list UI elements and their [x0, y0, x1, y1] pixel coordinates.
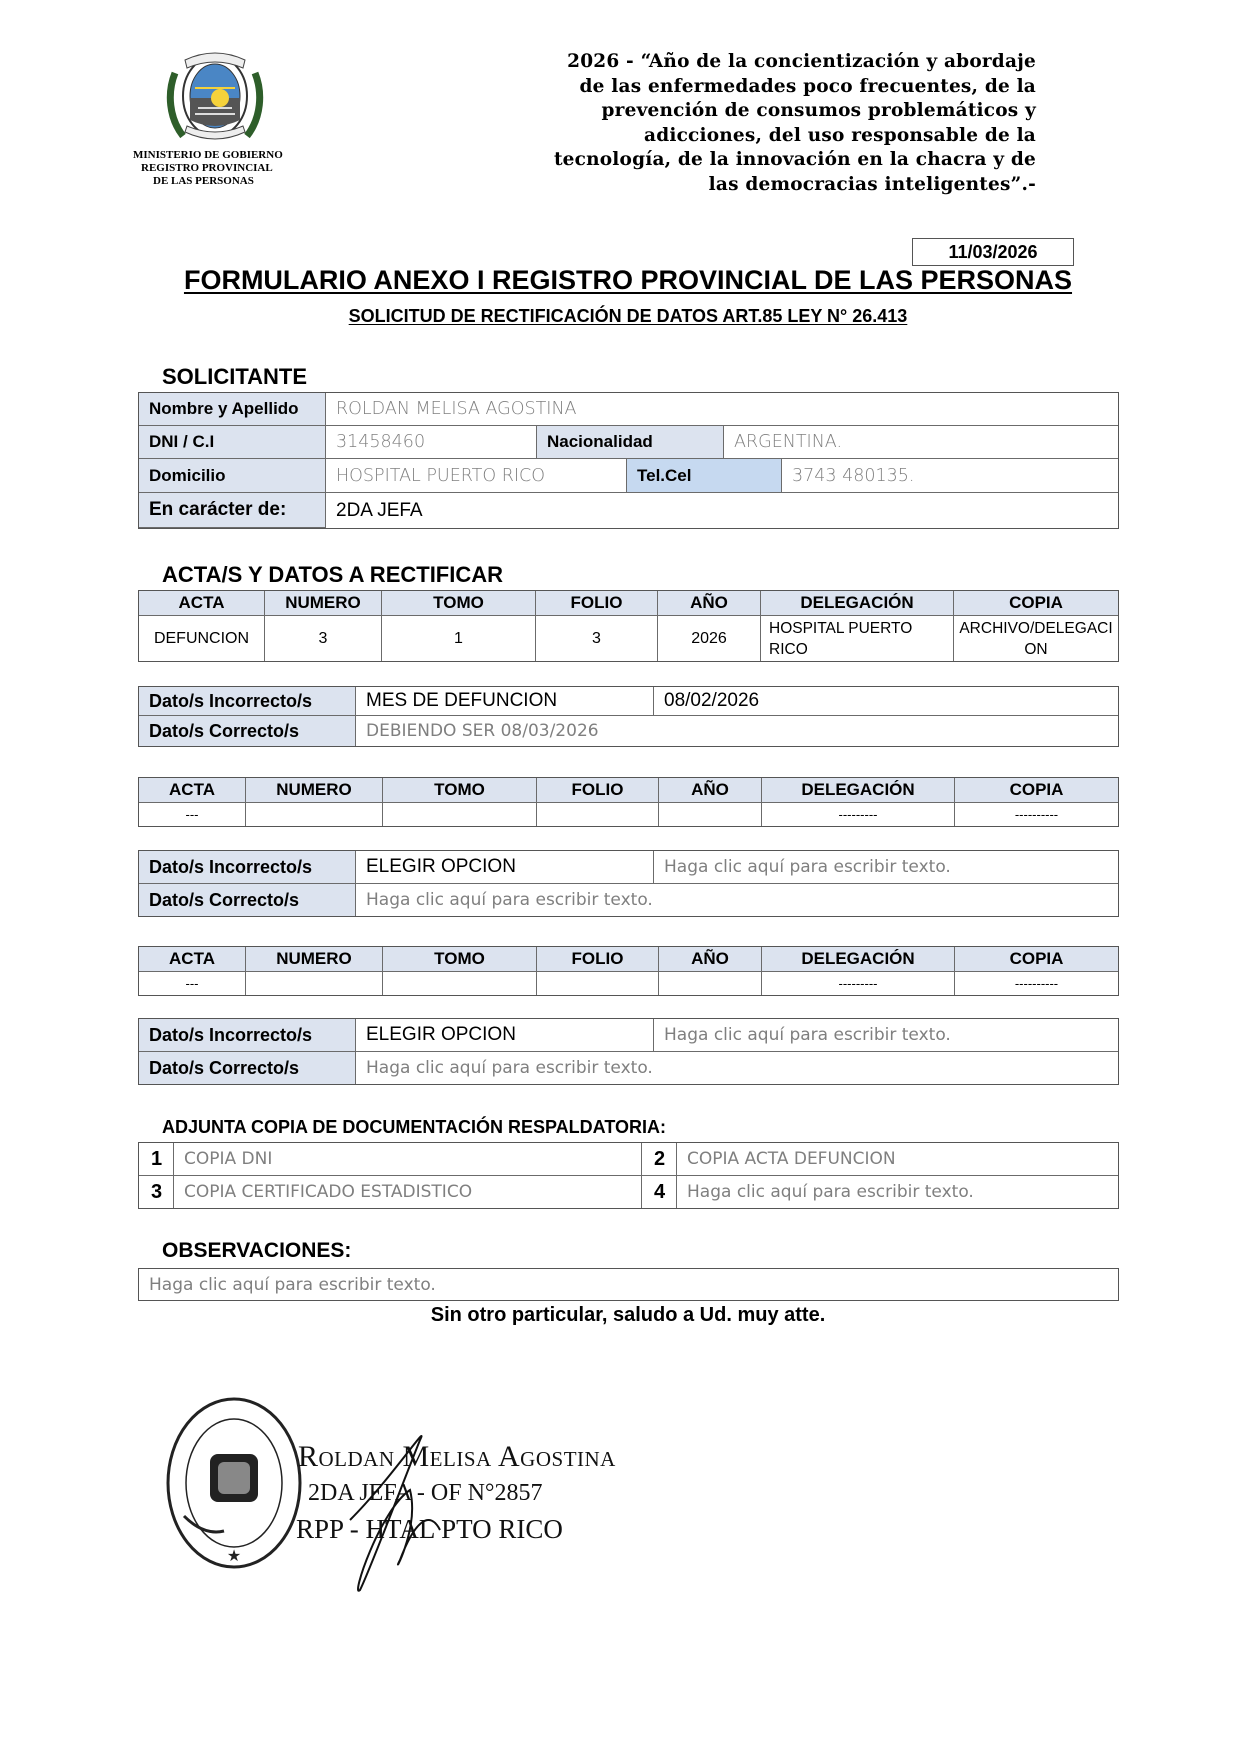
acta-field[interactable]: ---	[139, 803, 246, 826]
doc-field[interactable]: COPIA CERTIFICADO ESTADISTICO	[174, 1176, 642, 1208]
solicitante-table	[138, 392, 1119, 529]
col-tomo: TOMO	[382, 591, 536, 616]
incorrecto-field[interactable]: 08/02/2026	[654, 687, 1118, 716]
correcto-field[interactable]: DEBIENDO SER 08/03/2026	[366, 721, 599, 741]
col-tomo: TOMO	[383, 778, 537, 803]
page-title: FORMULARIO ANEXO I REGISTRO PROVINCIAL DE LAS PERSONAS	[183, 265, 1073, 295]
svg-text:★: ★	[226, 1548, 242, 1565]
page-subtitle: SOLICITUD DE RECTIFICACIÓN DE DATOS ART.85 LEY N° 26.413	[348, 306, 908, 326]
incorrecto-label: Dato/s Incorrecto/s	[139, 687, 356, 716]
doc-field[interactable]: Haga clic aquí para escribir texto.	[687, 1182, 974, 1202]
closing-text: Sin otro particular, saludo a Ud. muy atte.	[430, 1304, 826, 1326]
copia-field[interactable]: ----------	[1014, 976, 1059, 991]
anio-field[interactable]	[659, 972, 762, 995]
numero-field[interactable]	[246, 803, 383, 826]
doc-field[interactable]: COPIA DNI	[174, 1143, 642, 1176]
nombre-field[interactable]: ROLDAN MELISA AGOSTINA	[326, 393, 1118, 426]
ministry-name: MINISTERIO DE GOBIERNO REGISTRO PROVINCIAL DE LAS PERSONAS	[133, 149, 283, 187]
col-folio: FOLIO	[536, 591, 658, 616]
coat-of-arms-icon	[165, 48, 265, 144]
observaciones-heading: OBSERVACIONES:	[162, 1239, 352, 1262]
caracter-field[interactable]: 2DA JEFA	[336, 499, 423, 521]
signature-role: 2DA JEFA - OF N°2857	[308, 1480, 543, 1506]
signature-name: Roldan Melisa Agostina	[298, 1440, 616, 1473]
col-anio: AÑO	[659, 947, 762, 972]
dato-table-1	[138, 686, 1119, 747]
folio-field[interactable]: 3	[536, 616, 658, 661]
col-folio: FOLIO	[537, 778, 659, 803]
col-numero: NUMERO	[246, 778, 383, 803]
observaciones-table	[138, 1268, 1119, 1301]
domicilio-field[interactable]: HOSPITAL PUERTO RICO	[326, 459, 627, 493]
ministry-logo-block	[133, 48, 308, 188]
doc-number: 2	[642, 1143, 677, 1176]
correcto-field[interactable]: Haga clic aquí para escribir texto.	[366, 890, 653, 910]
anio-field[interactable]	[659, 803, 762, 826]
col-delegacion: DELEGACIÓN	[762, 947, 955, 972]
telcel-field[interactable]: 3743 480135.	[782, 459, 1118, 493]
incorrecto-option-select[interactable]: ELEGIR OPCION	[356, 851, 654, 884]
col-anio: AÑO	[658, 591, 761, 616]
date-field[interactable]: 11/03/2026	[912, 238, 1074, 266]
col-numero: NUMERO	[265, 591, 382, 616]
incorrecto-option-select[interactable]: MES DE DEFUNCION	[356, 687, 654, 716]
delegacion-field[interactable]: HOSPITAL PUERTO RICO	[761, 616, 954, 661]
doc-number: 1	[139, 1143, 174, 1176]
domicilio-label: Domicilio	[139, 459, 326, 493]
doc-field[interactable]: COPIA ACTA DEFUNCION	[677, 1143, 1118, 1176]
tomo-field[interactable]: 1	[382, 616, 536, 661]
correcto-label: Dato/s Correcto/s	[139, 716, 356, 746]
nombre-label: Nombre y Apellido	[139, 393, 326, 426]
acta-table-1	[138, 590, 1119, 662]
copia-field[interactable]: ARCHIVO/DELEGACION	[959, 619, 1113, 658]
doc-number: 4	[642, 1176, 677, 1208]
folio-field[interactable]	[537, 803, 659, 826]
copia-field[interactable]: ----------	[1014, 807, 1059, 822]
solicitante-heading: SOLICITANTE	[162, 364, 308, 389]
delegacion-field[interactable]: ---------	[762, 972, 955, 995]
tomo-field[interactable]	[383, 803, 537, 826]
correcto-field[interactable]: Haga clic aquí para escribir texto.	[366, 1058, 653, 1078]
nacionalidad-label: Nacionalidad	[537, 426, 724, 459]
col-acta: ACTA	[139, 591, 265, 616]
col-copia: COPIA	[955, 778, 1118, 803]
folio-field[interactable]	[537, 972, 659, 995]
adjunta-heading: ADJUNTA COPIA DE DOCUMENTACIÓN RESPALDATORIA:	[162, 1117, 666, 1137]
dato-table-2	[138, 850, 1119, 917]
acta-field[interactable]: ---	[139, 972, 246, 995]
correcto-label: Dato/s Correcto/s	[139, 1052, 356, 1084]
dni-field[interactable]: 31458460	[326, 426, 537, 459]
acta-table-3	[138, 946, 1119, 996]
col-acta: ACTA	[139, 947, 246, 972]
signature-office: RPP - HTAL PTO RICO	[296, 1514, 563, 1544]
col-anio: AÑO	[659, 778, 762, 803]
incorrecto-field[interactable]: Haga clic aquí para escribir texto.	[654, 1019, 1118, 1052]
acta-field[interactable]: DEFUNCION	[139, 616, 265, 661]
actas-heading: ACTA/S Y DATOS A RECTIFICAR	[162, 562, 504, 587]
dni-label: DNI / C.I	[139, 426, 326, 459]
incorrecto-field[interactable]: Haga clic aquí para escribir texto.	[654, 851, 1118, 884]
col-numero: NUMERO	[246, 947, 383, 972]
col-copia: COPIA	[954, 591, 1118, 616]
delegacion-field[interactable]: ---------	[762, 803, 955, 826]
numero-field[interactable]	[246, 972, 383, 995]
official-stamp-icon	[164, 1396, 304, 1571]
tomo-field[interactable]	[383, 972, 537, 995]
telcel-label: Tel.Cel	[627, 459, 782, 493]
observaciones-field[interactable]: Haga clic aquí para escribir texto.	[149, 1274, 436, 1295]
correcto-label: Dato/s Correcto/s	[139, 884, 356, 916]
col-copia: COPIA	[955, 947, 1118, 972]
dato-table-3	[138, 1018, 1119, 1085]
col-delegacion: DELEGACIÓN	[761, 591, 954, 616]
col-tomo: TOMO	[383, 947, 537, 972]
incorrecto-option-select[interactable]: ELEGIR OPCION	[356, 1019, 654, 1052]
acta-table-2	[138, 777, 1119, 827]
incorrecto-label: Dato/s Incorrecto/s	[139, 1019, 356, 1052]
col-delegacion: DELEGACIÓN	[762, 778, 955, 803]
adjunta-table	[138, 1142, 1119, 1209]
year-motto: 2026 - “Año de la concientización y abordaje de las enfermedades poco frecuentes, de la prevención de consumos problemáticos y adicciones, del uso responsable de la tecnología, de la innovación en la chacra y de las democracias inteligentes”.-	[553, 51, 1036, 195]
anio-field[interactable]: 2026	[658, 616, 761, 661]
col-acta: ACTA	[139, 778, 246, 803]
numero-field[interactable]: 3	[265, 616, 382, 661]
col-folio: FOLIO	[537, 947, 659, 972]
caracter-label: En carácter de:	[139, 493, 326, 528]
incorrecto-label: Dato/s Incorrecto/s	[139, 851, 356, 884]
doc-number: 3	[139, 1176, 174, 1208]
nacionalidad-field[interactable]: ARGENTINA.	[724, 426, 1118, 459]
